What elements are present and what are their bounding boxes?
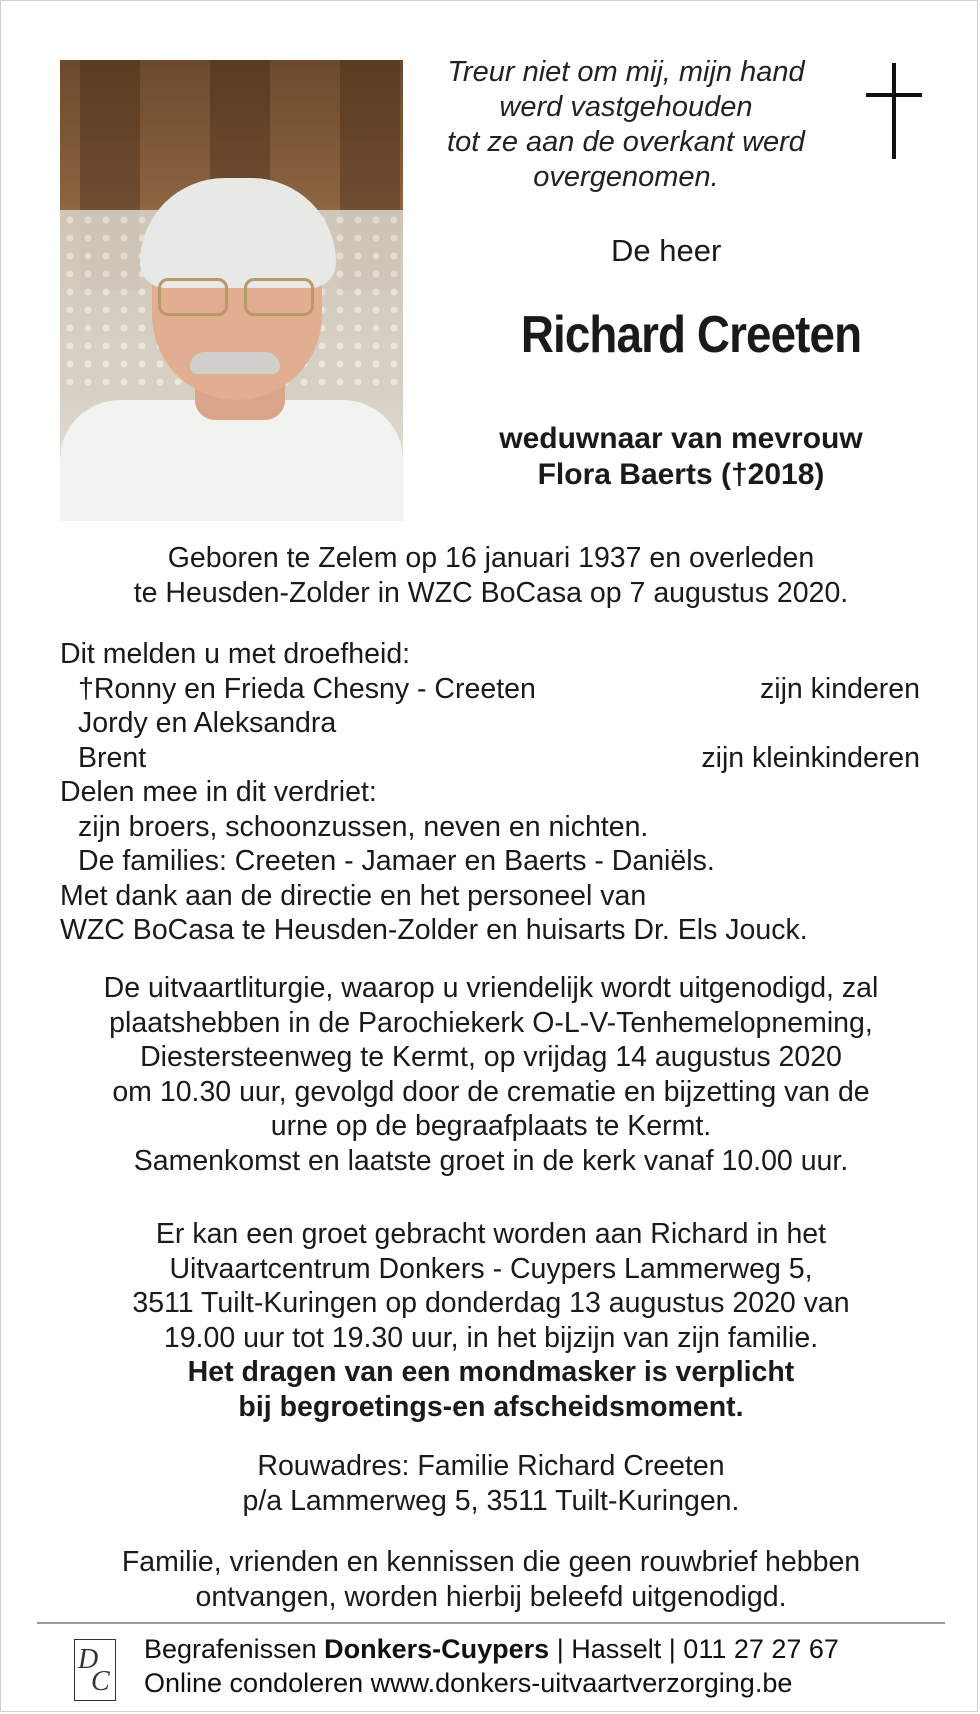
funeral-info (31, 971, 951, 1178)
verse-line: werd vastgehouden (499, 91, 753, 123)
city: Hasselt (571, 1634, 662, 1664)
verse-line: Treur niet om mij, mijn hand (447, 56, 805, 88)
children-label: zijn kinderen (759, 672, 920, 705)
children-row (60, 672, 920, 707)
website-link[interactable]: www.donkers-uitvaartverzorging.be (370, 1668, 793, 1698)
separator: | (661, 1634, 684, 1664)
deceased-name: Richard Creeten (520, 306, 862, 364)
thanks-line: Met dank aan de directie en het personeel van (60, 879, 647, 912)
mourning-address (31, 1449, 951, 1518)
phone-number: 011 27 27 67 (683, 1634, 839, 1664)
funeral-line: om 10.30 uur, gevolgd door de crematie en bijzetting van de (112, 1075, 870, 1108)
memorial-verse (421, 55, 831, 195)
children-names: †Ronny en Frieda Chesny - Creeten (78, 672, 536, 705)
birth-death-info (31, 541, 951, 610)
announce-intro: Dit melden u met droefheid: (60, 638, 411, 670)
invite-line: Familie, vrienden en kennissen die geen rouwbrief hebben (121, 1546, 861, 1578)
verse-line: overgenomen. (533, 161, 719, 193)
verse-line: tot ze aan de overkant werd (447, 126, 805, 158)
funeral-line: plaatshebben in de Parochiekerk O-L-V-Tenhemelopneming, (109, 1006, 873, 1039)
company-name: Donkers-Cuypers (324, 1634, 550, 1664)
visit-line: Uitvaartcentrum Donkers - Cuypers Lammerweg 5, (169, 1252, 813, 1285)
invitation-note (31, 1545, 951, 1614)
visit-line: Er kan een groet gebracht worden aan Richard in het (155, 1218, 827, 1250)
funeral-home-footer (74, 1629, 934, 1709)
relatives-line: zijn broers, schoonzussen, neven en nichten. (78, 810, 649, 843)
grandchild-row: Jordy en Aleksandra (78, 707, 337, 739)
grandchild-name: Brent (78, 741, 147, 774)
visitation-info (31, 1217, 951, 1424)
funeral-line: urne op de begraafplaats te Kermt. (270, 1110, 712, 1142)
address-line: p/a Lammerweg 5, 3511 Tuilt-Kuringen. (242, 1484, 740, 1517)
separator: | (549, 1634, 572, 1664)
born-line: te Heusden-Zolder in WZC BoCasa op 7 augustus 2020. (133, 576, 849, 609)
footer-divider (37, 1622, 945, 1624)
funeral-home-line (144, 1633, 839, 1665)
funeral-line: Diestersteenweg te Kermt, op vrijdag 14 augustus 2020 (140, 1041, 842, 1073)
widow-line: weduwnaar van mevrouw (499, 422, 863, 455)
mask-notice: bij begroetings-en afscheidsmoment. (238, 1390, 744, 1423)
condolence-label: Online condoleren (144, 1668, 371, 1698)
thanks-line: WZC BoCasa te Heusden-Zolder en huisarts Dr. Els Jouck. (60, 914, 808, 946)
visit-line: 3511 Tuilt-Kuringen op donderdag 13 augustus 2020 van (132, 1287, 850, 1319)
mask-notice: Het dragen van een mondmasker is verplicht (187, 1356, 795, 1388)
portrait-photo (60, 60, 403, 521)
funeral-line: Samenkomst en laatste groet in de kerk vanaf 10.00 uur. (133, 1144, 849, 1177)
family-announcement (60, 637, 920, 948)
footer-prefix: Begrafenissen (144, 1634, 325, 1664)
grandchild-row (60, 741, 920, 776)
share-intro: Delen mee in dit verdriet: (60, 776, 377, 808)
widow-note (421, 421, 941, 493)
visit-line: 19.00 uur tot 19.30 uur, in het bijzijn van zijn familie. (163, 1321, 819, 1354)
invite-line: ontvangen, worden hierbij beleefd uitgenodigd. (195, 1580, 787, 1613)
address-line: Rouwadres: Familie Richard Creeten (257, 1450, 725, 1482)
funeral-home-logo: D C (74, 1639, 116, 1701)
condolence-line (144, 1667, 792, 1699)
families-line: De families: Creeten - Jamaer en Baerts - Daniëls. (78, 845, 715, 877)
grandchildren-label: zijn kleinkinderen (701, 741, 920, 774)
born-line: Geboren te Zelem op 16 januari 1937 en overleden (167, 542, 815, 574)
salutation: De heer (611, 233, 722, 268)
latin-cross-icon (866, 63, 922, 159)
widow-line: Flora Baerts (†2018) (537, 458, 825, 491)
funeral-line: De uitvaartliturgie, waarop u vriendelijk wordt uitgenodigd, zal (103, 972, 879, 1004)
